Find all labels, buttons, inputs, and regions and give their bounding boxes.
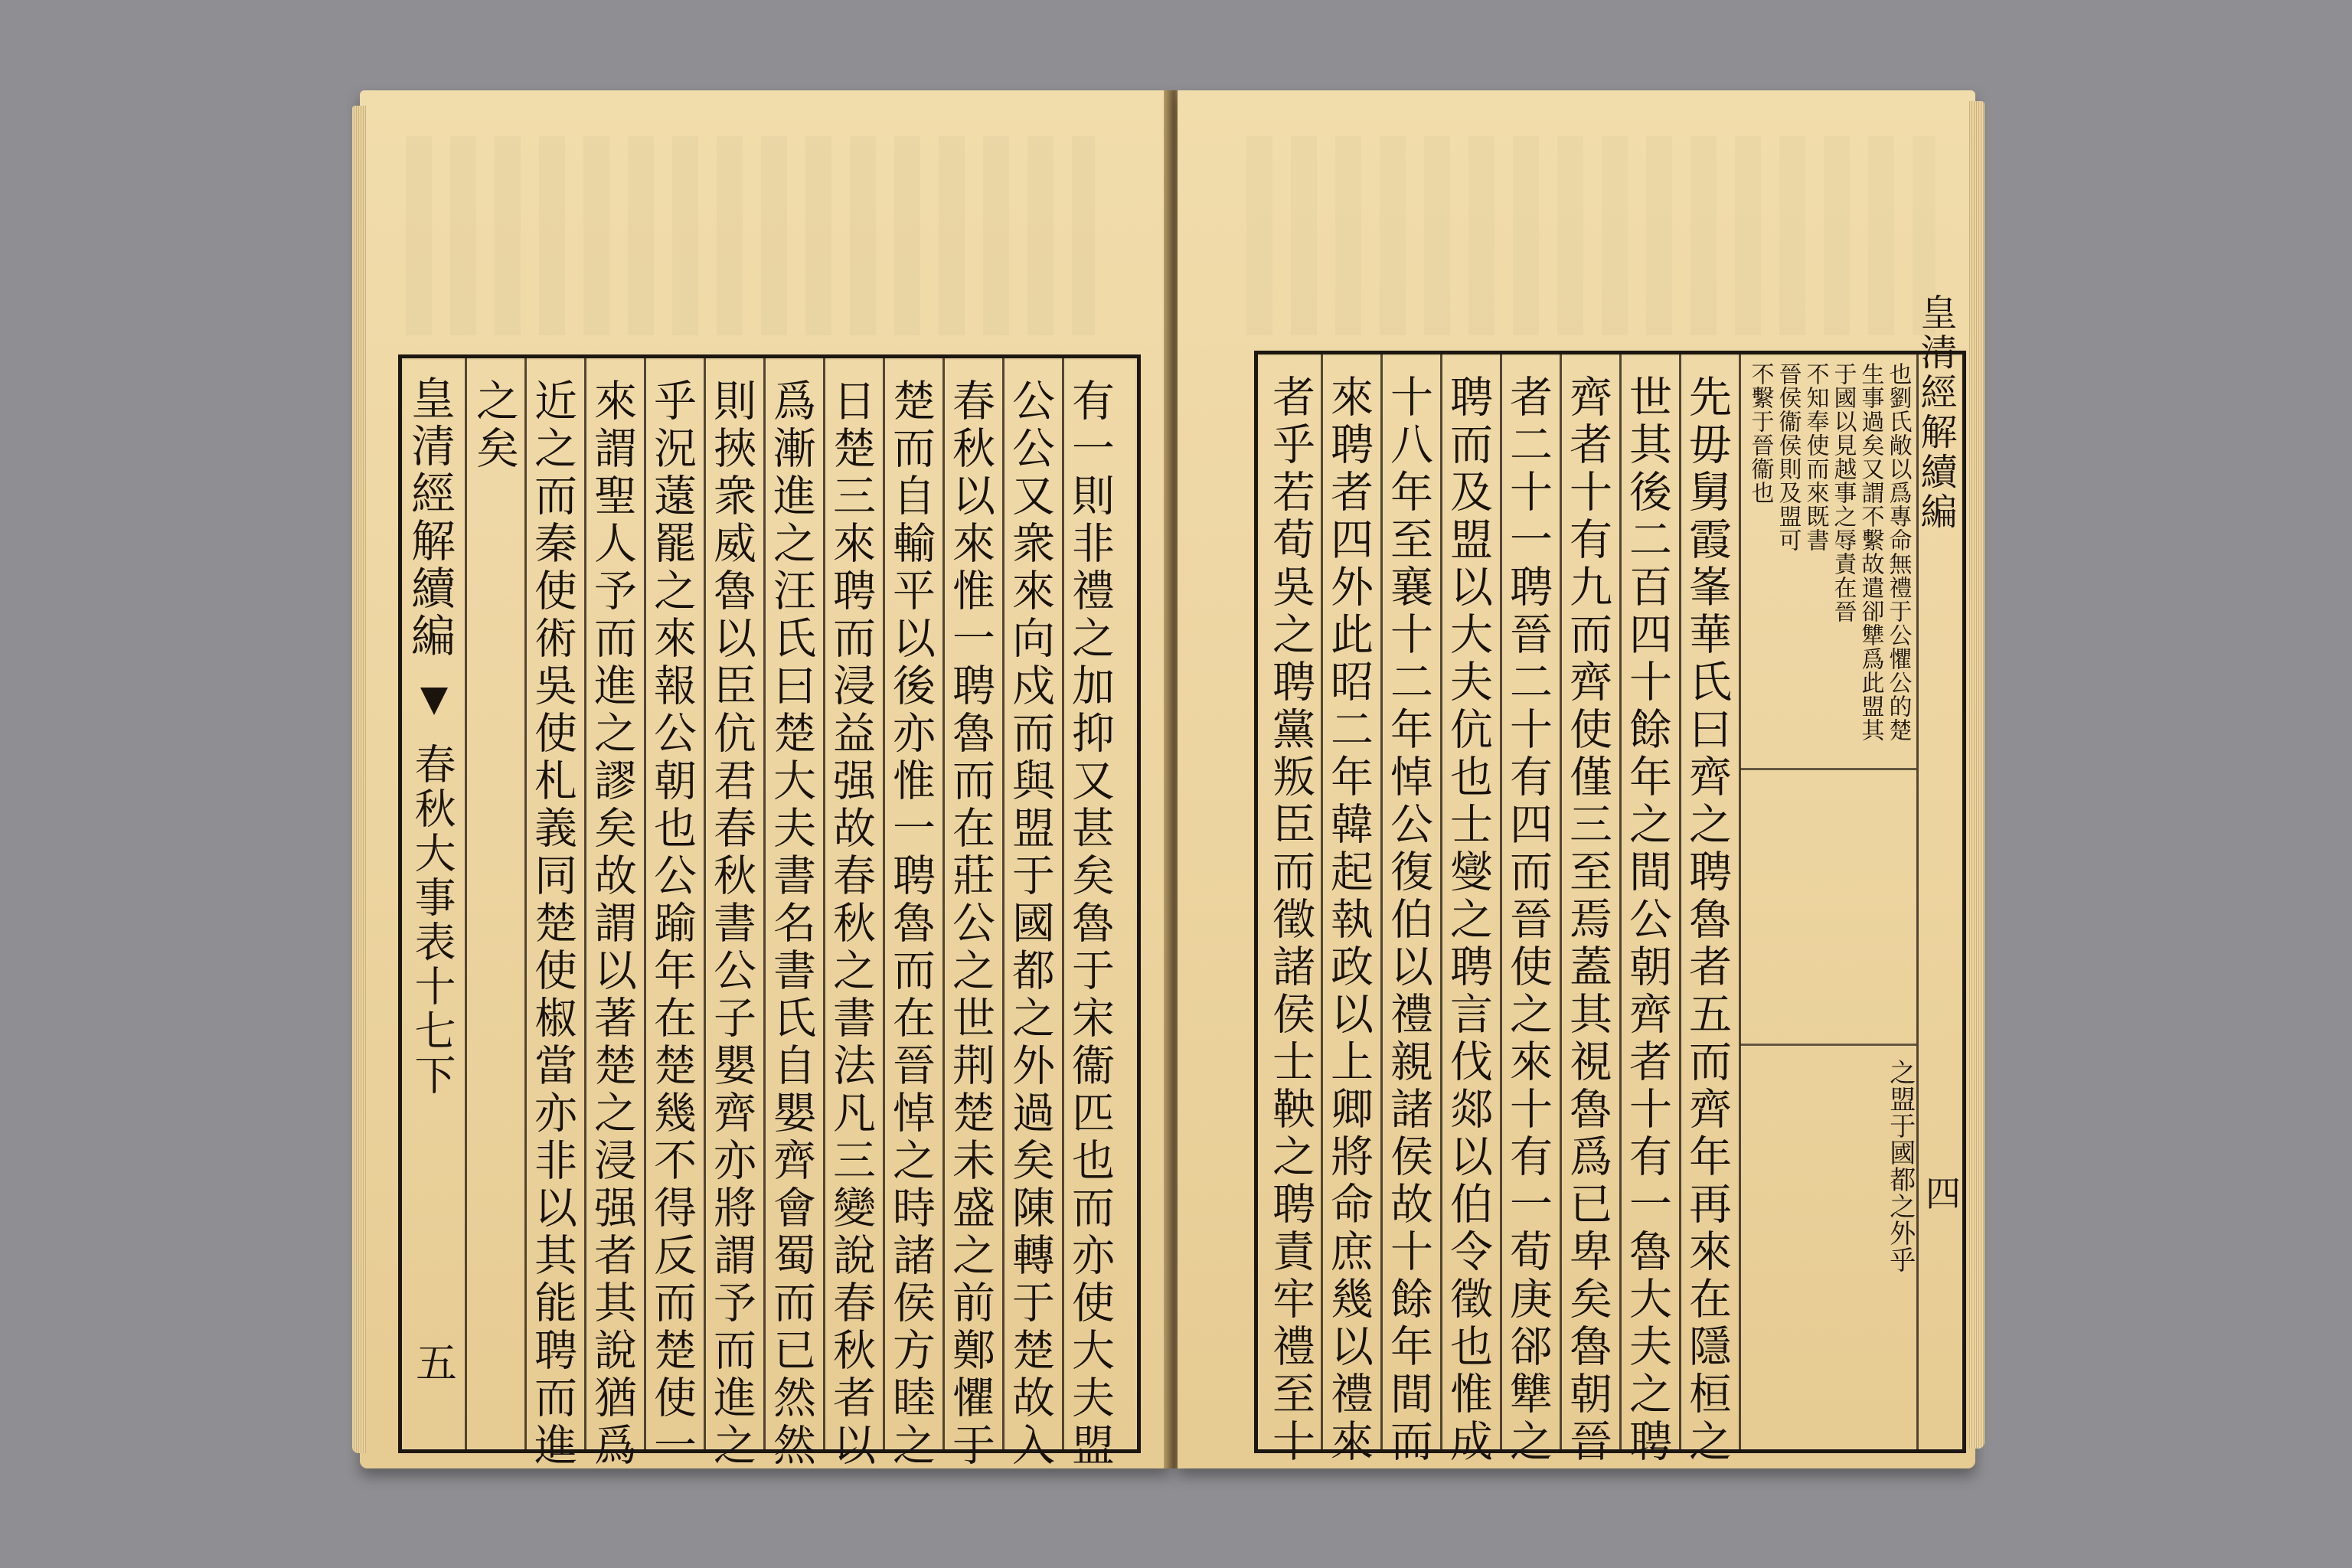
center-title: 皇清經解續編 xyxy=(1914,293,1957,532)
text-column: 者乎若荀吳之聘黨叛臣而徵諸侯士鞅之聘責牢禮至十 xyxy=(1266,374,1315,1466)
column-rule xyxy=(823,358,825,1449)
column-rule xyxy=(1619,354,1622,1449)
text-column: 楚而自輸平以後亦惟一聘魯而在晉悼之時諸侯方睦之 xyxy=(886,378,936,1470)
center-subtitle: 春秋大事表十七下 xyxy=(408,743,456,1098)
text-column: 者二十一聘晉二十有四而晉使之來十有一荀庚郤犨之 xyxy=(1503,374,1553,1466)
text-column: 來謂聖人予而進之謬矣故謂以著楚之浸强者其說猶爲 xyxy=(587,378,637,1470)
page-number: 四 xyxy=(1926,1173,1961,1214)
text-column: 有一則非禮之加抑又甚矣魯于宋衞匹也而亦使大夫盟 xyxy=(1065,378,1115,1470)
text-column: 則挾衆威魯以臣伉君春秋書公子嬰齊亦將謂予而進之 xyxy=(707,378,756,1470)
right-text-frame xyxy=(1254,293,1966,1466)
annotation-divider xyxy=(1740,768,1916,770)
text-column: 公公又衆來向戍而與盟于國都之外過矣陳轉于楚故入 xyxy=(1005,378,1055,1470)
column-rule xyxy=(1679,354,1681,1449)
text-column: 春秋以來惟一聘魯而在莊公之世荆楚未盛之前鄭懼于 xyxy=(946,378,995,1470)
show-through-text xyxy=(406,136,1095,335)
column-rule xyxy=(524,358,527,1449)
column-rule xyxy=(883,358,885,1449)
center-title: 皇清經解續編 xyxy=(403,375,456,660)
text-column: 日楚三來聘而浸益强故春秋之書法凡三變說春秋者以 xyxy=(826,378,876,1470)
annotation-divider xyxy=(1740,1044,1916,1046)
column-rule xyxy=(1500,354,1502,1449)
column-rule xyxy=(1739,354,1741,1449)
column-rule xyxy=(644,358,646,1449)
text-column: 之矣 xyxy=(469,378,519,473)
column-rule xyxy=(1321,354,1323,1449)
column-rule xyxy=(1440,354,1442,1449)
column-rule xyxy=(942,358,945,1449)
column-rule xyxy=(1062,358,1064,1449)
column-rule xyxy=(1560,354,1562,1449)
annotation-line: 不繫于晉衞也 xyxy=(1746,362,1774,505)
right-page xyxy=(1178,90,1975,1468)
annotation-line: 晉侯衞侯則及盟可 xyxy=(1774,362,1802,552)
column-rule xyxy=(1380,354,1383,1449)
text-column: 齊者十有九而齊使僅三至焉蓋其視魯爲已卑矣魯朝晉 xyxy=(1563,374,1612,1466)
lower-annotation: 之盟于國都之外乎 xyxy=(1884,1059,1916,1273)
column-rule xyxy=(704,358,706,1449)
text-column: 十八年至襄十二年悼公復伯以禮親諸侯故十餘年間而 xyxy=(1383,374,1433,1466)
text-column: 近之而秦使術吳使札義同楚使椒當亦非以其能聘而進 xyxy=(528,378,577,1470)
text-column: 世其後二百四十餘年之間公朝齊者十有一魯大夫之聘 xyxy=(1622,374,1672,1466)
text-column: 先毋舅霞峯華氏曰齊之聘魯者五而齊年再來在隱桓之 xyxy=(1682,374,1732,1466)
column-rule xyxy=(1002,358,1004,1449)
annotation-line: 不知奉使而來既書 xyxy=(1802,362,1829,552)
text-column: 爲漸進之汪氏曰楚大夫書名書氏自嬰齊會蜀而已然然 xyxy=(766,378,816,1470)
column-rule xyxy=(465,358,467,1449)
text-column: 聘而及盟以大夫伉也士燮之聘言伐郯以伯令徵也惟成 xyxy=(1443,374,1493,1466)
annotation-line: 于國以見越事之辱責在晉 xyxy=(1829,362,1857,623)
annotation-line: 生事過矣又謂不繫故遣卻犨爲此盟其 xyxy=(1857,362,1884,742)
left-text-frame xyxy=(398,354,1141,1470)
left-page xyxy=(360,90,1170,1468)
column-rule xyxy=(584,358,586,1449)
column-rule xyxy=(763,358,766,1449)
page-number: 五 xyxy=(416,1339,457,1387)
text-column: 來聘者四外此昭二年韓起執政以上卿將命庶幾以禮來 xyxy=(1324,374,1374,1466)
annotation-line: 也劉氏敞以爲專命無禮于公懼公的楚 xyxy=(1884,362,1912,742)
show-through-text xyxy=(1246,136,1936,335)
open-book xyxy=(360,90,1975,1514)
text-column: 乎況薳罷之來報公朝也公踰年在楚幾不得反而楚使一 xyxy=(647,378,697,1470)
